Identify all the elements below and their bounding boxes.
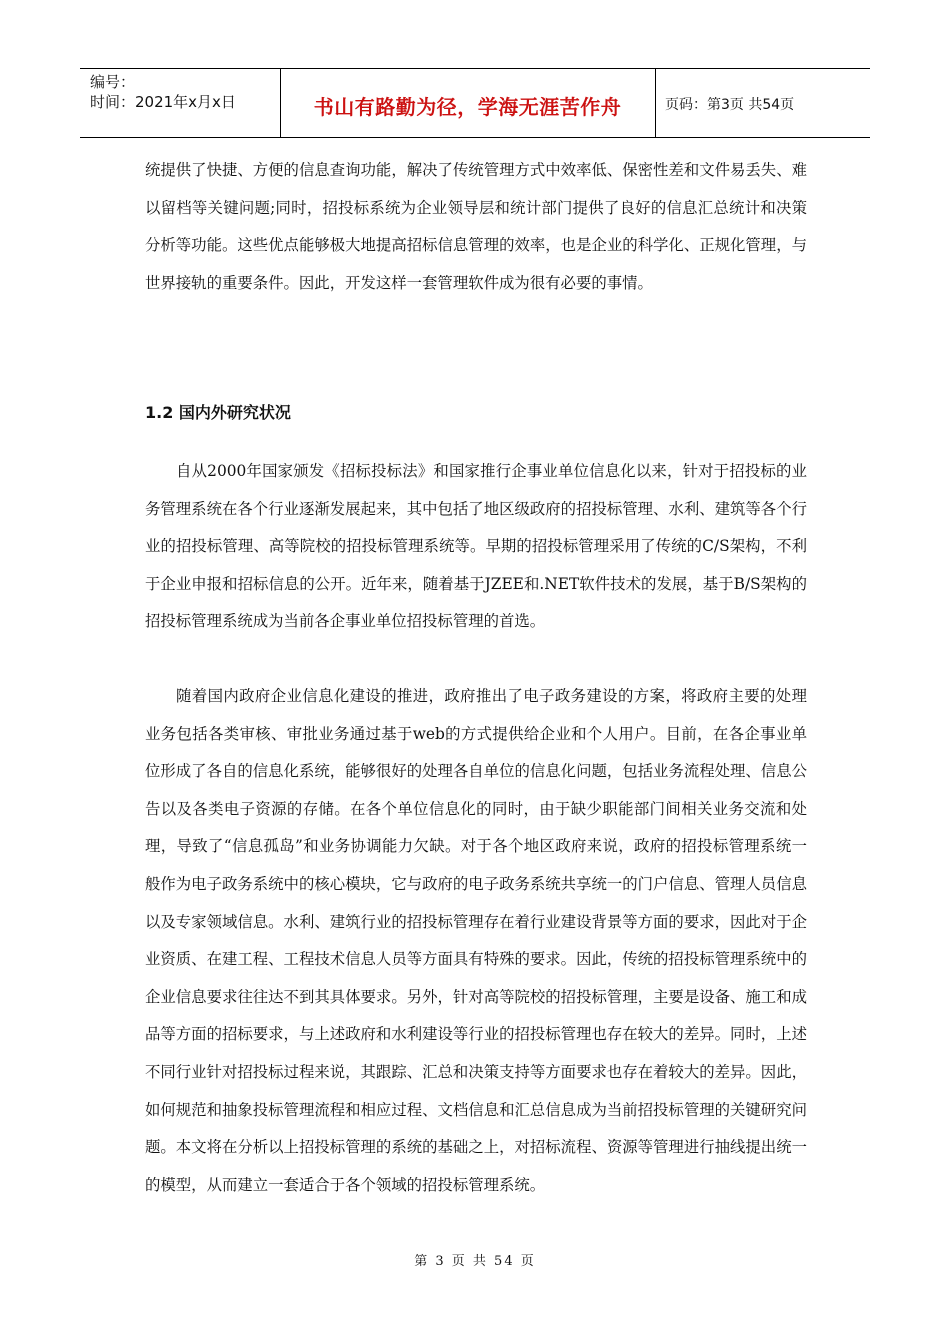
document-date-label: 时间：2021年x月x日 (90, 93, 236, 111)
body-paragraph-continued: 统提供了快捷、方便的信息查询功能，解决了传统管理方式中效率低、保密性差和文件易丢失、难以留档等关键问题;同时，招投标系统为企业领导层和统计部门提供了良好的信息汇总统计和决策分析等功能。这些优点能够极大地提高招标信息管理的效率，也是企业的科学化、正规化管理，与世界接轨的重要条件。因此，开发这样一套管理软件成为很有必要的事情。 (145, 161, 807, 292)
body-paragraph-2: 随着国内政府企业信息化建设的推进，政府推出了电子政务建设的方案，将政府主要的处理业务包括各类审核、审批业务通过基于web的方式提供给企业和个人用户。目前，在各企事业单位形成了各自的信息化系统，能够很好的处理各自单位的信息化问题，包括业务流程处理、信息公告以及各类电子资源的存储。在各个单位信息化的同时，由于缺少职能部门间相关业务交流和处理，导致了“信息孤岛”和业务协调能力欠缺。对于各个地区政府来说，政府的招投标管理系统一般作为电子政务系统中的核心模块，它与政府的电子政务系统共享统一的门户信息、管理人员信息以及专家领域信息。水利、建筑行业的招投标管理存在着行业建设背景等方面的要求，因此对于企业资质、在建工程、工程技术信息人员等方面具有特殊的要求。因此，传统的招投标管理系统中的企业信息要求往往达不到其具体要求。另外，针对高等院校的招投标管理，主要是设备、施工和成品等方面的招标要求，与上述政府和水利建设等行业的招投标管理也存在较大的差异。同时，上述不同行业针对招投标过程来说，其跟踪、汇总和决策支持等方面要求也存在着较大的差异。因此，如何规范和抽象投标管理流程和相应过程、文档信息和汇总信息成为当前招投标管理的关键研究问题。本文将在分析以上招投标管理的系统的基础之上，对招标流程、资源等管理进行抽线提出统一的模型，从而建立一套适合于各个领域的招投标管理系统。 (145, 687, 807, 1194)
section-heading: 1.2 国内外研究状况 (145, 403, 291, 422)
header-meta-cell (80, 69, 281, 137)
header-page-info: 页码：第3页 共54页 (665, 97, 795, 113)
header-motto-cell (280, 69, 656, 137)
header-motto: 书山有路勤为径，学海无涯苦作舟 (313, 95, 622, 119)
body-paragraph-1: 自从2000年国家颁发《招标投标法》和国家推行企事业单位信息化以来，针对于招投标的业务管理系统在各个行业逐渐发展起来，其中包括了地区级政府的招投标管理、水利、建筑等各个行业的招投标管理、高等院校的招投标管理系统等。早期的招投标管理采用了传统的C/S架构，不利于企业申报和招标信息的公开。近年来，随着基于JZEE和.NET软件技术的发展，基于B/S架构的招投标管理系统成为当前各企事业单位招投标管理的首选。 (145, 462, 807, 631)
page-footer: 第 3 页 共 54 页 (414, 1254, 536, 1269)
header-page-cell (655, 69, 870, 137)
page-header (80, 68, 870, 138)
document-number-label: 编号： (90, 73, 136, 91)
